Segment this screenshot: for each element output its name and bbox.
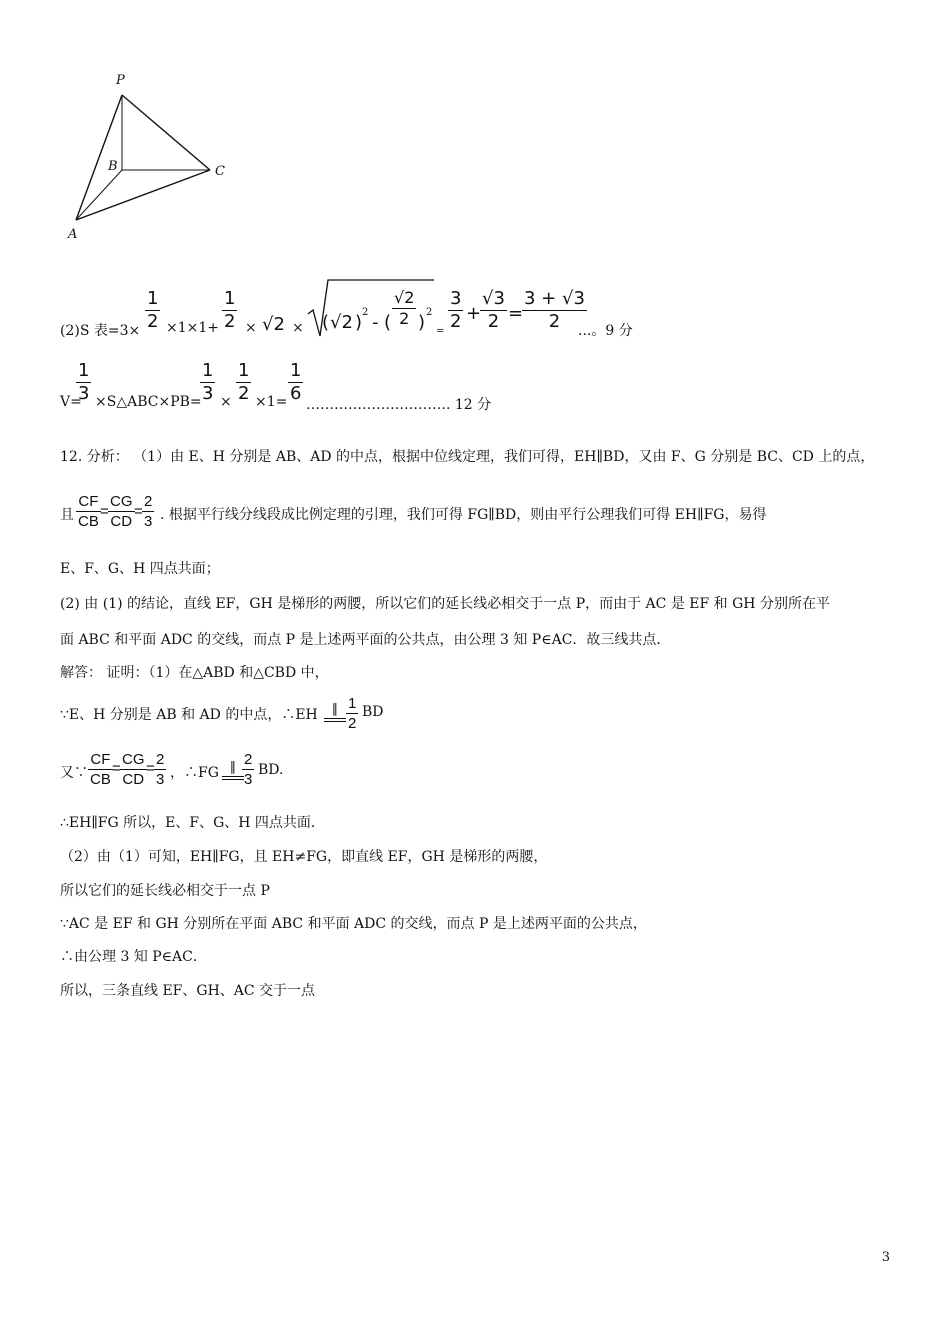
small-eq: = (436, 326, 445, 337)
analysis-p2-text: . 根据平行线分线段成比例定理的引理，我们可得 FG∥BD，则由平行公理我们可得 EH∥FG，易得 (160, 507, 767, 523)
frac-2-3-sol: 2 3 (156, 751, 165, 788)
frac-1-2: 1 2 (238, 360, 250, 404)
solution-l9: 所以，三条直线 EF、GH、AC 交于一点 (60, 983, 316, 999)
frac-1-3-a: 1 3 (78, 360, 90, 404)
solution-l3-tail: BD. (258, 762, 284, 778)
edge-pa (76, 95, 122, 220)
solution-l8: ∴由公理 3 知 P∈AC． (60, 949, 207, 965)
solution-l2-tail: BD (362, 704, 384, 720)
solution-l3-prefix: 又∵ (60, 765, 88, 781)
sqrt-two: √2 (262, 314, 285, 335)
frac-r2-over-2: √2 2 (394, 288, 415, 328)
analysis-p5: 面 ABC 和平面 ADC 的交线，而点 P 是上述两平面的公共点，由公理 3 知 P∈AC．故三线共点． (60, 632, 671, 648)
label-b: B (108, 159, 118, 174)
formula1-t2: × (245, 320, 257, 336)
frac-cf-cb: CF CB (78, 493, 99, 530)
inner-open: ( (322, 312, 330, 333)
solution-l6: 所以它们的延长线必相交于一点 P (60, 883, 270, 899)
formula2-t3: ×1= (255, 394, 288, 410)
frac-1-2-sol: 1 2 (348, 695, 357, 732)
frac-half-2: 1 2 (224, 288, 236, 332)
sq-2: 2 (426, 307, 433, 318)
analysis-p3: E、F、G、H 四点共面； (60, 561, 220, 577)
label-a: A (68, 227, 78, 242)
solution-l4: ∴EH∥FG 所以，E、F、G、H 四点共面． (60, 815, 325, 831)
analysis-p1: 12. 分析： （1）由 E、H 分别是 AB、AD 的中点，根据中位线定理，我们可得，EH∥BD，又由 F、G 分别是 BC、CD 上的点， (60, 449, 875, 465)
formula1-prefix: (2)S 表=3× (60, 323, 141, 339)
equals: = (508, 303, 524, 324)
edge-pc (122, 95, 210, 170)
formula1-tail: ...。9 分 (578, 323, 633, 339)
formula2-t1: ×S△ABC×PB= (95, 394, 202, 410)
formula2-tail: …………………………. 12 分 (306, 397, 492, 413)
label-p: P (116, 73, 125, 88)
edge-ac (76, 170, 210, 220)
paren-close: ) (418, 312, 426, 333)
frac-2-3: 2 3 (144, 493, 153, 530)
frac-cf-cb-sol: CF CB (90, 751, 111, 788)
frac-half: 1 2 (147, 288, 159, 332)
parallel-equal-symbol-2: ∥ (222, 762, 244, 780)
frac-cg-cd-sol: CG CD (122, 751, 145, 788)
eq-1: = (100, 503, 109, 520)
analysis-p4: (2) 由 (1) 的结论，直线 EF，GH 是梯形的两腰，所以它们的延长线必相交于一点 P，而由于 AC 是 EF 和 GH 分别所在平 (60, 596, 830, 612)
analysis-p2-prefix: 且 (60, 507, 74, 523)
frac-1-6: 1 6 (290, 360, 302, 404)
page-number: 3 (881, 1250, 890, 1265)
formula1-t1: ×1×1+ (166, 320, 220, 336)
solution-l5: （2）由（1）可知，EH∥FG，且 EH≠FG，即直线 EF，GH 是梯形的两腰， (60, 849, 548, 865)
frac-2-3-sol-b: 2 3 (244, 751, 253, 788)
sq-1: 2 (362, 307, 369, 318)
paren-open: ( (384, 312, 392, 333)
eq-sol-2: = (146, 760, 155, 777)
frac-1-3-b: 1 3 (202, 360, 214, 404)
formula1-t3: × (292, 320, 304, 336)
frac-r3-over-2: √3 2 (482, 288, 505, 332)
inner-close: ) (355, 312, 363, 333)
solution-l2-text: ∵E、H 分别是 AB 和 AD 的中点，∴EH (60, 707, 318, 723)
frac-result: 3 + √3 2 (524, 288, 585, 332)
label-c: C (215, 164, 225, 179)
solution-l3-mid: ，∴FG (170, 765, 219, 781)
plus: + (466, 303, 482, 324)
edge-ab (76, 170, 122, 220)
pyramid-figure (60, 60, 240, 250)
parallel-equal-symbol: ∥ (324, 704, 346, 722)
solution-l1: 解答： 证明：（1）在△ABD 和△CBD 中， (60, 665, 329, 681)
eq-2: = (134, 503, 143, 520)
frac-3-over-2: 3 2 (450, 288, 462, 332)
minus: - (372, 312, 379, 333)
formula2-t2: × (220, 394, 232, 410)
eq-sol-1: = (112, 760, 121, 777)
frac-cg-cd: CG CD (110, 493, 133, 530)
inner-sqrt: √2 (330, 312, 353, 333)
solution-l7: ∵AC 是 EF 和 GH 分别所在平面 ABC 和平面 ADC 的交线，而点 P 是上述两平面的公共点， (60, 916, 647, 932)
formula2-prefix: V= (60, 394, 82, 410)
